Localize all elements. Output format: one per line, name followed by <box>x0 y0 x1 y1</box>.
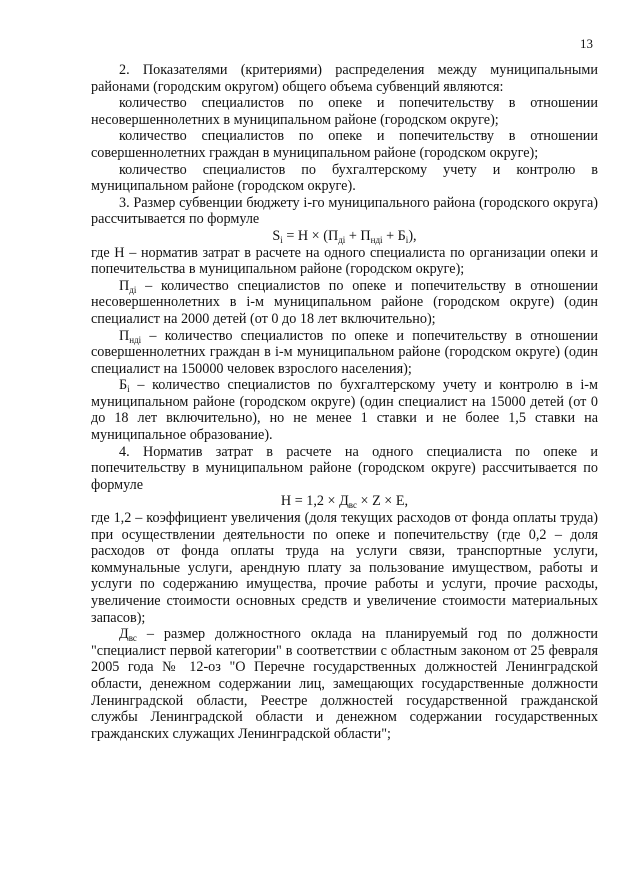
document-body <box>91 62 598 742</box>
criterion-adults: количество специалистов по опеке и попечительству в отношении совершеннолетних граждан в муниципальном районе (городском округе); <box>91 128 598 161</box>
page-number: 13 <box>580 36 593 51</box>
section-4-intro: 4. Норматив затрат в расчете на одного специалиста по опеке и попечительству в муниципальном районе (городском округе) рассчитывается по формуле <box>91 443 598 493</box>
formula-norm: $Н = 1,2 \times Д_{вс} \times Z \times Е$, <box>280 493 409 511</box>
criterion-accounting: количество специалистов по бухгалтерскому учету и контролю в муниципальном районе (городском округе). <box>91 161 598 195</box>
definition-pnd: $П_{ндi}$ – количество специалистов по опеке и попечительству в отношении совершеннолетних граждан в i-м муниципальном районе (городском округе) (один специалист на 150000 человек взрослого населения); <box>91 327 598 377</box>
definition-d: $Д_{вс}$ – размер должностного оклада на планируемый год по должности "специалист первой категории" в соответствии с областным законом от 25 февраля 2005 года № 12-оз "О Перечне государственных должностей Ленинградской области, денежном содержании лиц, замещающих государственные должности Ленинградской области, Реестре должностей государственной гражданской службы Ленинградской области и денежном содержании государственных гражданских служащих Ленинградской области"; <box>91 626 598 742</box>
definition-coefficient: где 1,2 – коэффициент увеличения (доля текущих расходов от фонда оплаты труда) при осуществлении деятельности по опеке и попечительству (где 0,2 – доля расходов от фонда оплаты труда на услуги связи, транспортные услуги, коммунальные услуги, арендную плату за пользование имуществом, работы и услуги по содержанию имущества, прочие работы и услуги, прочие расходы, увеличение стоимости основных средств и увеличение стоимости материальных запасов); <box>91 510 598 626</box>
section-2-intro: 2. Показателями (критериями) распределения между муниципальными районами (городским округом) общего объема субвенций являются: <box>91 62 598 95</box>
definition-b: $Б_i$ – количество специалистов по бухгалтерскому учету и контролю в i-м муниципальном районе (городском округе) (один специалист на 15000 детей (от 0 до 18 лет включительно), но не менее 1 ставки и не более 1,5 ставки на муниципальное образование). <box>91 377 598 444</box>
criterion-minors: количество специалистов по опеке и попечительству в отношении несовершеннолетних в муниципальном районе (городском округе); <box>91 95 598 128</box>
definition-pd: $П_{дi}$ – количество специалистов по опеке и попечительству в отношении несовершеннолетних в i-м муниципальном районе (городском округе) (один специалист на 2000 детей (от 0 до 18 лет включительно); <box>91 277 598 327</box>
section-3-intro: 3. Размер субвенции бюджету i-го муниципального района (городского округа) рассчитывается по формуле <box>91 194 598 228</box>
definition-h: где Н – норматив затрат в расчете на одного специалиста по организации опеки и попечительства в муниципальном районе (городском округе); <box>91 244 598 278</box>
formula-subvention: $S_i = Н \times (П_{дi} + П_{ндi} + Б_i)$, <box>272 227 417 245</box>
